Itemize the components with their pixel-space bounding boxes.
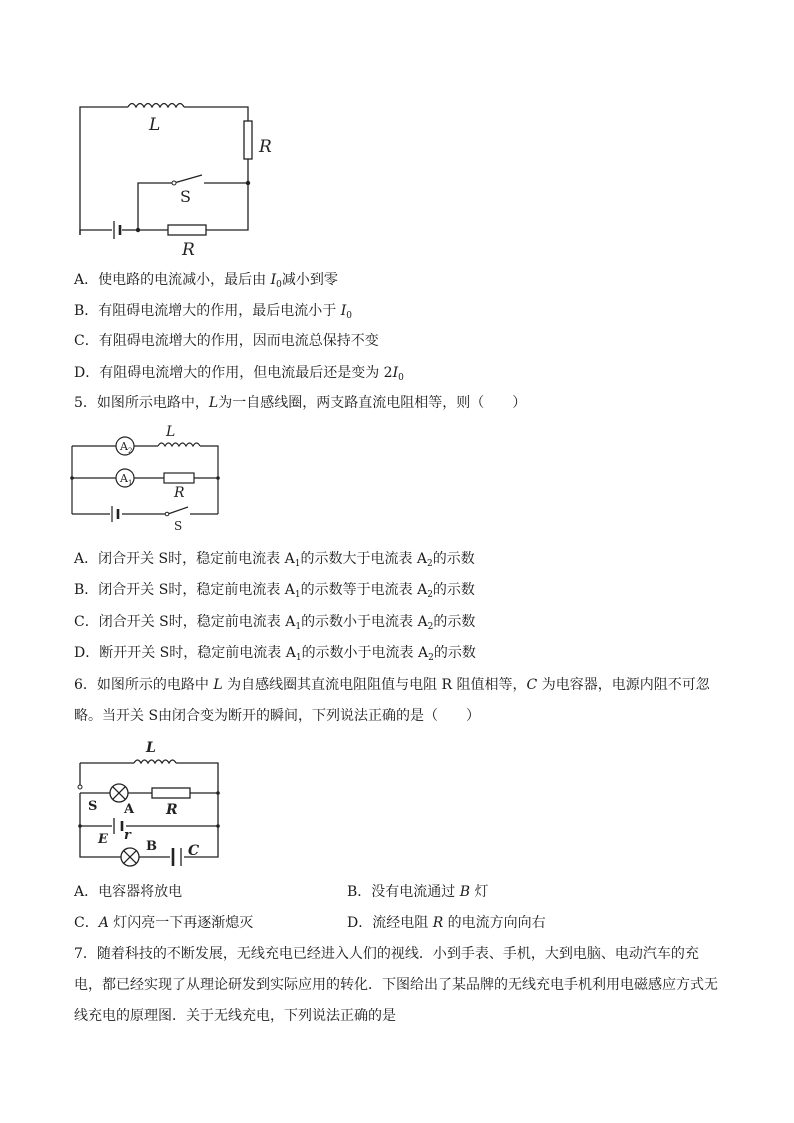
- q6-option-d: [347, 913, 546, 933]
- q5-option-a-mid: 的示数大于电流表 A: [300, 551, 428, 567]
- q5-option-d-sub1: 1: [295, 653, 302, 663]
- circuit-diagram-2: [68, 420, 228, 535]
- q6-option-a: A．电容器将放电: [74, 884, 183, 900]
- circuit-diagram-1: [70, 95, 290, 265]
- q4-option-d-var: I: [392, 365, 399, 381]
- q6-option-b-pre: B．没有电流通过: [347, 884, 460, 900]
- circuit3-label-B: B: [146, 839, 157, 854]
- q4-option-a-tail: 减小到零: [281, 272, 338, 288]
- q6-stem-a: 6．如图所示的电路中: [74, 677, 214, 693]
- q6-stem-c: 为电容器，电源内阻不可忽: [537, 677, 710, 693]
- q5-option-c-post: 的示数: [433, 614, 476, 630]
- q6-stem-L: L: [213, 677, 223, 693]
- q4-option-b-var: I: [340, 303, 347, 319]
- q6-stem-b: 为自感线圈其直流电阻阻值与电阻 R 阻值相等，: [222, 677, 527, 693]
- q4-option-d-text: D．有阻碍电流增大的作用，但电流最后还是变为 2: [74, 365, 393, 381]
- q4-option-a: [74, 270, 338, 295]
- circuit1-label-S: S: [180, 187, 191, 206]
- circuit3-label-L: L: [146, 740, 156, 756]
- q5-option-a-sub2: 2: [427, 559, 433, 569]
- q5-option-d-pre: D．断开开关 S时，稳定前电流表 A: [74, 645, 296, 661]
- q6-stem-line2: 略。当开关 S由闭合变为断开的瞬间，下列说法正确的是（ ）: [74, 708, 481, 724]
- q5-option-b-sub1: 1: [294, 590, 301, 600]
- circuit1-label-L: L: [149, 115, 161, 135]
- circuit-diagram-3: [72, 735, 232, 867]
- q5-option-d-sub2: 2: [428, 653, 434, 663]
- q6-option-b: [347, 882, 489, 902]
- q5-option-b-mid: 的示数等于电流表 A: [300, 582, 428, 598]
- q6-option-c-post: 灯闪亮一下再逐渐熄灭: [108, 915, 254, 931]
- q5-option-c-mid: 的示数小于电流表 A: [301, 614, 428, 630]
- q5-option-a: [74, 549, 475, 574]
- circuit3-label-E: E: [98, 832, 108, 847]
- q5-option-a-post: 的示数: [432, 551, 475, 567]
- circuit2-label-R: R: [174, 485, 185, 501]
- q6-stem-line1: [74, 675, 710, 695]
- q6-option-d-var: R: [432, 915, 444, 931]
- circuit2-label-L: L: [166, 424, 176, 440]
- circuit2-ammeter-a2: A: [120, 440, 128, 453]
- q4-option-c: C．有阻碍电流增大的作用，因而电流总保持不变: [74, 333, 379, 349]
- q6-option-d-pre: D．流经电阻: [347, 915, 433, 931]
- circuit3-label-A: A: [124, 802, 135, 817]
- q4-option-b-text: B．有阻碍电流增大的作用，最后电流小于: [74, 303, 341, 319]
- q5-option-d-post: 的示数: [433, 645, 476, 661]
- q5-option-a-pre: A．闭合开关 S时，稳定前电流表 A: [74, 551, 295, 567]
- q5-option-d: [74, 643, 476, 668]
- q4-option-a-var: I: [270, 272, 277, 288]
- q6-option-c-pre: C．: [74, 915, 99, 931]
- q7-stem-line2: 电，都已经实现了从理论研发到实际应用的转化．下图给出了某品牌的无线充电手机利用电磁感应方式无: [74, 977, 718, 993]
- circuit3-label-S: S: [88, 799, 98, 814]
- q4-option-d: [74, 363, 404, 388]
- q7-stem-line1: 7．随着科技的不断发展，无线充电已经进入人们的视线．小到手表、手机，大到电脑、电动汽车的充: [74, 946, 699, 962]
- circuit2-label-S: S: [174, 519, 183, 533]
- circuit3-label-R: R: [166, 802, 178, 818]
- q5-option-c-pre: C．闭合开关 S时，稳定前电流表 A: [74, 614, 296, 630]
- circuit1-label-R-bottom: R: [182, 240, 195, 260]
- q4-option-a-text: A．使电路的电流减小，最后由: [74, 272, 271, 288]
- q6-option-b-post: 灯: [470, 884, 489, 900]
- q6-option-d-post: 的电流方向向右: [443, 915, 546, 931]
- q5-stem: [74, 393, 526, 413]
- q5-option-a-sub1: 1: [294, 559, 301, 569]
- circuit3-label-C: C: [188, 843, 200, 859]
- q6-option-c: [74, 913, 253, 933]
- q6-option-b-var: B: [459, 884, 471, 900]
- circuit2-ammeter-a1-sub: 1: [128, 479, 133, 487]
- q5-option-b: [74, 580, 475, 605]
- q5-option-c: [74, 612, 475, 637]
- q5-option-c-sub1: 1: [295, 622, 302, 632]
- q5-stem-var: L: [208, 395, 219, 411]
- q5-stem-post: 为一自感线圈，两支路直流电阻相等，则（ ）: [218, 395, 527, 411]
- circuit2-ammeter-a2-sub: 2: [128, 447, 133, 455]
- circuit2-ammeter-a1: A: [120, 472, 128, 485]
- q6-stem-C: C: [526, 677, 538, 693]
- q5-option-b-sub2: 2: [427, 590, 433, 600]
- circuit3-label-r: r: [124, 828, 131, 843]
- q5-option-c-sub2: 2: [427, 622, 434, 632]
- q5-stem-pre: 5．如图所示电路中，: [74, 395, 209, 411]
- q5-option-b-post: 的示数: [432, 582, 475, 598]
- q4-option-b-sub: 0: [346, 311, 353, 321]
- q4-option-d-sub: 0: [398, 373, 404, 383]
- circuit1-label-R-top: R: [259, 137, 272, 157]
- q7-stem-line3: 线充电的原理图．关于无线充电，下列说法正确的是: [74, 1008, 396, 1024]
- q5-option-d-mid: 的示数小于电流表 A: [301, 645, 429, 661]
- q6-option-c-var: A: [98, 915, 109, 931]
- q5-option-b-pre: B．闭合开关 S时，稳定前电流表 A: [74, 582, 295, 598]
- q4-option-b: [74, 301, 352, 326]
- q4-option-a-sub: 0: [276, 280, 282, 290]
